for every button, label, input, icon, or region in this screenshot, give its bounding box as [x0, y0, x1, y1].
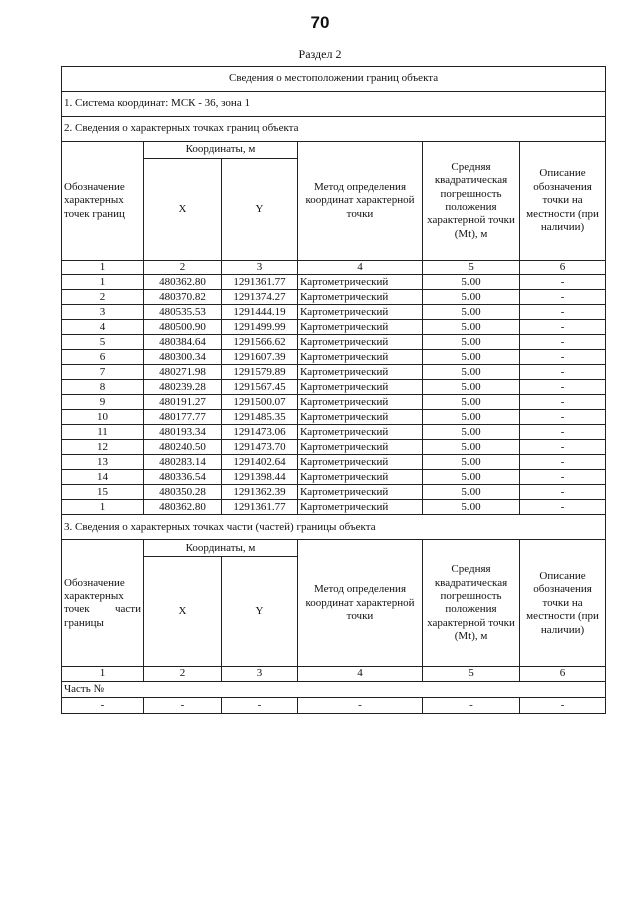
- table-row: [62, 365, 606, 380]
- table-cell: Картометрический: [298, 440, 423, 455]
- table-row: [62, 380, 606, 395]
- header-coords: Координаты, м: [144, 142, 298, 159]
- part3-header-method: Метод определения координат характерной точки: [298, 540, 423, 667]
- part3-header-x: X: [144, 557, 222, 667]
- table-title: Сведения о местоположении границ объекта: [62, 67, 606, 92]
- table-cell: 5.00: [423, 350, 520, 365]
- table-cell: 1291485.35: [222, 410, 298, 425]
- table-cell: -: [520, 440, 606, 455]
- table-cell: Картометрический: [298, 275, 423, 290]
- column-number: 1: [62, 667, 144, 681]
- table-cell: 480177.77: [144, 410, 222, 425]
- table-cell: 7: [62, 365, 144, 380]
- part3-column-numbers-row: [62, 667, 606, 681]
- table-cell: 480239.28: [144, 380, 222, 395]
- table-cell: 480193.34: [144, 425, 222, 440]
- part3-header-description: Описание обозначения точки на местности (при наличии): [520, 540, 606, 667]
- table-cell: 480271.98: [144, 365, 222, 380]
- table-cell: -: [520, 425, 606, 440]
- header-designation: Обозначение характерных точек границ: [62, 142, 144, 261]
- table-cell: -: [520, 335, 606, 350]
- table-cell: 1291444.19: [222, 305, 298, 320]
- table-cell: 5: [62, 335, 144, 350]
- table-cell: 5.00: [423, 395, 520, 410]
- table-cell: 5.00: [423, 365, 520, 380]
- part3-title: 3. Сведения о характерных точках части (частей) границы объекта: [62, 515, 606, 540]
- table-cell: 1: [62, 275, 144, 290]
- table-cell: Картометрический: [298, 425, 423, 440]
- table-cell: -: [520, 470, 606, 485]
- table-cell: Картометрический: [298, 485, 423, 500]
- column-number: 2: [144, 261, 222, 275]
- table-cell: Картометрический: [298, 395, 423, 410]
- table-cell: 5.00: [423, 410, 520, 425]
- table-cell: 4: [62, 320, 144, 335]
- header-y: Y: [222, 159, 298, 261]
- table-cell: 1291374.27: [222, 290, 298, 305]
- column-number: 1: [62, 261, 144, 275]
- table-row: [62, 485, 606, 500]
- part3-header-designation: Обозначение характерных точек части границы: [62, 540, 144, 667]
- table-cell: Картометрический: [298, 350, 423, 365]
- header-x: X: [144, 159, 222, 261]
- table-cell: 5.00: [423, 425, 520, 440]
- part-number-label: Часть №: [62, 681, 606, 697]
- table-cell: Картометрический: [298, 380, 423, 395]
- table-cell: 5.00: [423, 500, 520, 515]
- table-row: [62, 440, 606, 455]
- table-cell: Картометрический: [298, 470, 423, 485]
- table-cell: Картометрический: [298, 335, 423, 350]
- table-cell: 1291607.39: [222, 350, 298, 365]
- table-cell: 1291398.44: [222, 470, 298, 485]
- table-cell: -: [520, 410, 606, 425]
- table-cell: 14: [62, 470, 144, 485]
- table-cell: 1291473.06: [222, 425, 298, 440]
- table-cell: -: [520, 320, 606, 335]
- table-cell: 1: [62, 500, 144, 515]
- table-cell: -: [298, 697, 423, 713]
- table-row: [62, 275, 606, 290]
- table-cell: 11: [62, 425, 144, 440]
- table-cell: 2: [62, 290, 144, 305]
- table-cell: 6: [62, 350, 144, 365]
- table-cell: 5.00: [423, 455, 520, 470]
- column-number: 6: [520, 261, 606, 275]
- table-cell: -: [520, 395, 606, 410]
- table-cell: 480362.80: [144, 275, 222, 290]
- table-cell: Картометрический: [298, 365, 423, 380]
- section-title: Раздел 2: [298, 47, 342, 61]
- table-cell: -: [520, 275, 606, 290]
- column-numbers-row: [62, 261, 606, 275]
- table-row: [62, 395, 606, 410]
- table-cell: 5.00: [423, 320, 520, 335]
- table-row: [62, 425, 606, 440]
- table-cell: 1291361.77: [222, 500, 298, 515]
- column-number: 3: [222, 261, 298, 275]
- table-cell: 9: [62, 395, 144, 410]
- table-cell: -: [423, 697, 520, 713]
- table-cell: -: [520, 305, 606, 320]
- table-row: [62, 470, 606, 485]
- table-cell: -: [520, 485, 606, 500]
- column-number: 4: [298, 261, 423, 275]
- table-cell: Картометрический: [298, 320, 423, 335]
- table-cell: -: [520, 290, 606, 305]
- header-method: Метод определения координат характерной точки: [298, 142, 423, 261]
- table-cell: 1291499.99: [222, 320, 298, 335]
- table-row: [62, 305, 606, 320]
- table-cell: 5.00: [423, 470, 520, 485]
- table-cell: 480240.50: [144, 440, 222, 455]
- table-cell: -: [520, 380, 606, 395]
- table-cell: 5.00: [423, 335, 520, 350]
- table-cell: 480535.53: [144, 305, 222, 320]
- coord-system: 1. Система координат: МСК - 36, зона 1: [62, 92, 606, 117]
- part2-title: 2. Сведения о характерных точках границ объекта: [62, 117, 606, 142]
- table-cell: 10: [62, 410, 144, 425]
- table-cell: 480283.14: [144, 455, 222, 470]
- table-cell: 480384.64: [144, 335, 222, 350]
- table-cell: 5.00: [423, 305, 520, 320]
- table-row: [62, 350, 606, 365]
- table-cell: 480500.90: [144, 320, 222, 335]
- table-cell: 1291500.07: [222, 395, 298, 410]
- table-cell: -: [222, 697, 298, 713]
- column-number: 2: [144, 667, 222, 681]
- column-number: 4: [298, 667, 423, 681]
- table-row: [62, 290, 606, 305]
- table-cell: -: [520, 365, 606, 380]
- table-row: [62, 410, 606, 425]
- table-cell: 480362.80: [144, 500, 222, 515]
- column-number: 6: [520, 667, 606, 681]
- table-cell: 12: [62, 440, 144, 455]
- table-cell: -: [520, 500, 606, 515]
- part3-header-error: Средняя квадратическая погрешность положения характерной точки (Mt), м: [423, 540, 520, 667]
- part3-header-coords: Координаты, м: [144, 540, 298, 557]
- table-cell: 5.00: [423, 290, 520, 305]
- header-description: Описание обозначения точки на местности (при наличии): [520, 142, 606, 261]
- table-cell: 480300.34: [144, 350, 222, 365]
- table-cell: Картометрический: [298, 305, 423, 320]
- table-cell: 3: [62, 305, 144, 320]
- table-cell: 5.00: [423, 485, 520, 500]
- header-error: Средняя квадратическая погрешность положения характерной точки (Mt), м: [423, 142, 520, 261]
- table-cell: 480350.28: [144, 485, 222, 500]
- table-cell: 1291361.77: [222, 275, 298, 290]
- table-cell: Картометрический: [298, 455, 423, 470]
- table-cell: -: [520, 697, 606, 713]
- table-cell: 15: [62, 485, 144, 500]
- table-cell: 1291567.45: [222, 380, 298, 395]
- part3-header-y: Y: [222, 557, 298, 667]
- table-cell: 13: [62, 455, 144, 470]
- table-cell: -: [520, 350, 606, 365]
- table-row: [62, 455, 606, 470]
- table-cell: 1291473.70: [222, 440, 298, 455]
- table-row: [62, 500, 606, 515]
- table-row: [62, 320, 606, 335]
- table-cell: 480336.54: [144, 470, 222, 485]
- table-cell: -: [62, 697, 144, 713]
- column-number: 5: [423, 261, 520, 275]
- table-cell: Картометрический: [298, 410, 423, 425]
- table-cell: 1291362.39: [222, 485, 298, 500]
- table-cell: 480370.82: [144, 290, 222, 305]
- table-cell: 5.00: [423, 440, 520, 455]
- table-cell: 5.00: [423, 380, 520, 395]
- table-cell: 480191.27: [144, 395, 222, 410]
- table-cell: -: [520, 455, 606, 470]
- column-number: 3: [222, 667, 298, 681]
- table-cell: 1291579.89: [222, 365, 298, 380]
- page-number: 70: [310, 13, 330, 32]
- boundary-table: [61, 66, 606, 714]
- table-cell: 1291566.62: [222, 335, 298, 350]
- table-cell: Картометрический: [298, 500, 423, 515]
- table-cell: 8: [62, 380, 144, 395]
- table-cell: 1291402.64: [222, 455, 298, 470]
- table-cell: Картометрический: [298, 290, 423, 305]
- part3-empty-row: [62, 697, 606, 713]
- table-cell: 5.00: [423, 275, 520, 290]
- table-cell: -: [144, 697, 222, 713]
- column-number: 5: [423, 667, 520, 681]
- table-row: [62, 335, 606, 350]
